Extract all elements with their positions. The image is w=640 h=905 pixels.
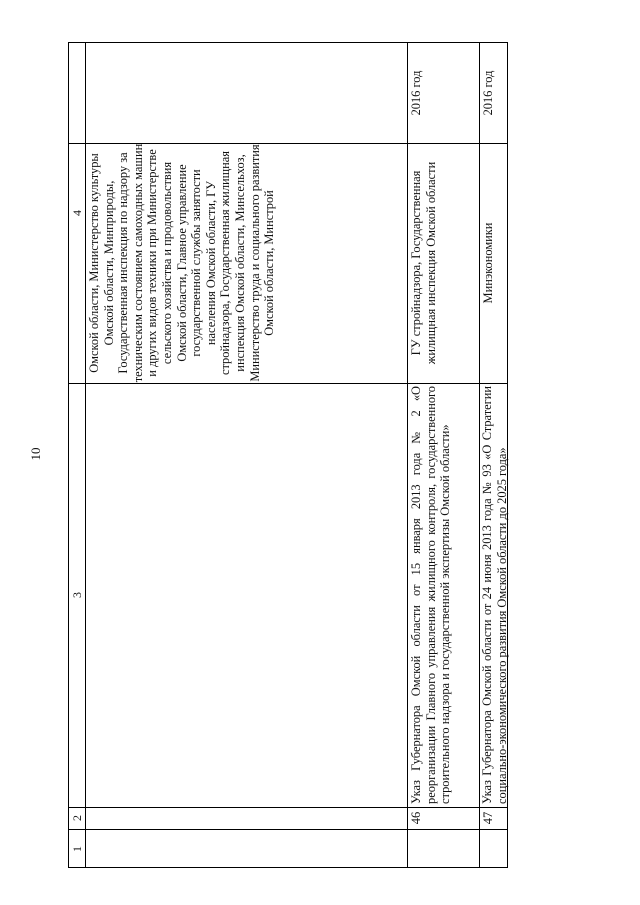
row-46-document-cell [407, 383, 479, 807]
row-46-number-cell [407, 807, 479, 829]
column-divider [69, 829, 507, 830]
header-col-3 [69, 383, 85, 807]
header-col-4 [69, 43, 85, 383]
page-number: 10 [28, 447, 43, 461]
header-label: 1 [70, 846, 84, 852]
header-label: 4 [70, 210, 84, 216]
row-46-number: 46 [409, 811, 423, 825]
row-47-year-cell [479, 43, 509, 143]
row-47-year: 2016 год [481, 70, 495, 116]
row-47-document: Указ Губернатора Омской области от 24 июня 2013 года № 93 «О Стратегии социально-экономического развития Омской области до 2025 года» [480, 386, 509, 804]
row-47-document-cell [479, 383, 509, 807]
row-46-year: 2016 год [409, 70, 423, 116]
continuation-executor: Омской области, Министерство культуры Омской области, Минприроды, Государственная инспекция по надзору за техническим состоянием самоходных машин и других видов техники при Министерстве сельского хозяйства и продовольствия Омской области, Главное управление государственной службы занятости населения Омской области, ГУ стройнадзора, Государственная жилищная инспекция Омской области, Минсельхоз, Министерство труда и социального развития Омской области, Минстрой [87, 143, 277, 383]
header-col-1 [69, 829, 85, 869]
row-46-executor-cell [407, 143, 479, 383]
row-47-executor-cell [479, 143, 509, 383]
row-46-year-cell [407, 43, 479, 143]
row-46-executor: ГУ стройнадзора, Государственная жилищная инспекция Омской области [409, 161, 438, 365]
header-label: 2 [70, 815, 84, 821]
table [68, 42, 508, 868]
column-divider [69, 143, 507, 144]
row-47-executor: Минэкономики [481, 222, 495, 304]
row-47-number-cell [479, 807, 509, 829]
continuation-executor-cell [85, 143, 407, 383]
row-46-document: Указ Губернатора Омской области от 15 января 2013 года № 2 «О реорганизации Главного управления жилищного контроля, государственного строительного надзора и государственной экспертизы Омской области» [409, 386, 453, 804]
header-col-2 [69, 807, 85, 829]
header-label: 3 [70, 592, 84, 598]
row-47-number: 47 [481, 811, 495, 825]
